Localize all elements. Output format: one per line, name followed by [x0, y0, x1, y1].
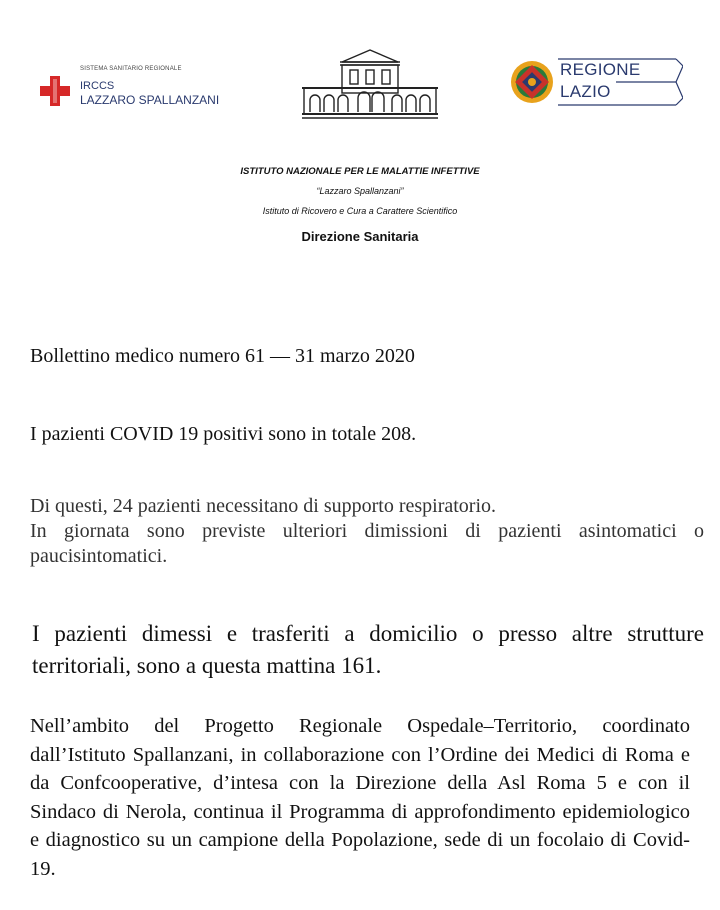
institute-name: ISTITUTO NAZIONALE PER LE MALATTIE INFETTIVE	[240, 166, 480, 177]
discharges-planned-text: In giornata sono previste ulteriori dimissioni di pazienti asintomatici o paucisintomatici.	[30, 520, 704, 567]
red-cross-icon	[40, 76, 70, 106]
respiratory-support-text: Di questi, 24 pazienti necessitano di supporto respiratorio.	[30, 495, 497, 517]
irccs-label: IRCCS	[80, 80, 115, 92]
institute-subtitle: “Lazzaro Spallanzani”	[316, 186, 404, 196]
lazio-label: LAZIO	[560, 82, 611, 101]
department-title: Direzione Sanitaria	[301, 229, 419, 244]
regione-lazio-seal-icon	[510, 60, 554, 104]
irccs-system-label: SISTEMA SANITARIO REGIONALE	[80, 66, 182, 72]
spallanzani-label: LAZZARO SPALLANZANI	[80, 93, 220, 107]
respiratory-support-paragraph	[30, 494, 704, 569]
institute-type: Istituto di Ricovero e Cura a Carattere Scientifico	[262, 206, 458, 216]
bulletin-title: Bollettino medico numero 61 — 31 marzo 2020	[30, 345, 415, 367]
programme-paragraph: Nell’ambito del Progetto Regionale Ospedale–Territorio, coordinato dall’Istituto Spallanzani, in collaborazione con l’Ordine dei Medici di Roma e da Confcooperative, d’intesa con la Direzione della Asl Roma 5 e con il Sindaco di Nerola, continua il Programma di approfondimento epidemiologico e diagnostico su un campione della Popolazione, sede di un focolaio di Covid-19.	[30, 715, 690, 880]
regione-label: REGIONE	[560, 60, 641, 79]
regione-lazio-logo	[510, 58, 685, 108]
hospital-building-icon	[300, 48, 440, 120]
irccs-spallanzani-logo	[40, 66, 240, 112]
discharged-paragraph: I pazienti dimessi e trasferiti a domicilio o presso altre strutture territoriali, sono a questa mattina 161.	[32, 621, 704, 678]
total-positive-text: I pazienti COVID 19 positivi sono in totale 208.	[30, 423, 417, 445]
